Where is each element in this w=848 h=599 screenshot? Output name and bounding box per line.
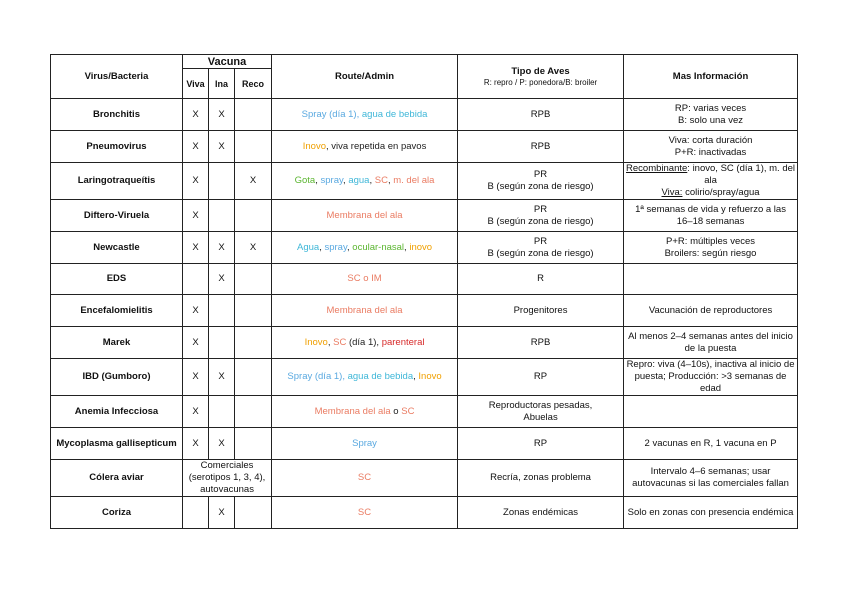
table-row xyxy=(51,232,798,264)
vacuna-reco xyxy=(235,327,272,359)
header-ina: Ina xyxy=(209,69,235,99)
header-tipo xyxy=(458,55,624,99)
tipo-cell xyxy=(458,232,624,264)
vacuna-viva: X xyxy=(183,200,209,232)
virus-name: Newcastle xyxy=(51,232,183,264)
vacuna-ina: X xyxy=(209,497,235,529)
info-line: P+R: inactivadas xyxy=(674,146,747,158)
vacuna-ina: X xyxy=(209,232,235,264)
table-body xyxy=(51,99,798,529)
info-cell xyxy=(624,359,798,396)
route-segment: spray xyxy=(324,241,348,253)
header-tipo-title: Tipo de Aves xyxy=(511,65,570,77)
info-line: RP: varias veces xyxy=(674,102,747,114)
info-cell xyxy=(624,327,798,359)
vacuna-ina: X xyxy=(209,428,235,460)
route-segment: SC xyxy=(357,472,372,483)
route-segment: SC xyxy=(333,336,347,348)
vacuna-viva: X xyxy=(183,359,209,396)
route-segment: parenteral xyxy=(381,336,425,348)
info-segment: colirio/spray/agua xyxy=(682,187,760,198)
table-row xyxy=(51,460,798,497)
header-viva: Viva xyxy=(183,69,209,99)
tipo-cell xyxy=(458,200,624,232)
vacuna-viva xyxy=(183,264,209,295)
virus-name: Cólera aviar xyxy=(51,460,183,497)
route-cell xyxy=(272,232,458,264)
route-cell xyxy=(272,163,458,200)
vacuna-viva: X xyxy=(183,131,209,163)
info-segment: : inovo, SC (día 1), m. del ala xyxy=(687,163,796,186)
info-cell xyxy=(624,295,798,327)
vacuna-viva: X xyxy=(183,163,209,200)
table-row xyxy=(51,264,798,295)
header-tipo-sub: R: repro / P: ponedora/B: broiler xyxy=(483,77,598,87)
route-segment: , xyxy=(369,175,375,186)
route-cell xyxy=(272,428,458,460)
tipo-line: Reproductoras pesadas, xyxy=(488,399,593,411)
route-cell xyxy=(272,327,458,359)
table-row xyxy=(51,359,798,396)
tipo-cell xyxy=(458,295,624,327)
table-row xyxy=(51,396,798,428)
info-segment: Recombinante xyxy=(626,163,688,174)
info-line: Viva: corta duración xyxy=(668,134,753,146)
route-cell xyxy=(272,396,458,428)
tipo-cell xyxy=(458,396,624,428)
route-segment: Gota xyxy=(294,175,316,186)
route-cell xyxy=(272,99,458,131)
vacuna-viva: X xyxy=(183,232,209,264)
info-line: Repro: viva (4–10s), inactiva al inicio de puesta; Producción: >3 semanas de edad xyxy=(626,359,795,394)
route-cell xyxy=(272,295,458,327)
tipo-cell xyxy=(458,163,624,200)
vaccine-table xyxy=(50,54,798,529)
tipo-line: B (según zona de riesgo) xyxy=(487,247,594,259)
info-cell xyxy=(624,396,798,428)
info-segment: Viva: xyxy=(661,187,683,198)
vacuna-ina xyxy=(209,200,235,232)
route-cell xyxy=(272,359,458,396)
tipo-cell xyxy=(458,99,624,131)
info-line xyxy=(626,163,795,187)
route-segment: , xyxy=(327,336,334,348)
tipo-line: RP xyxy=(533,437,548,449)
tipo-line: PR xyxy=(533,203,548,215)
tipo-cell xyxy=(458,460,624,497)
virus-name: Diftero-Viruela xyxy=(51,200,183,232)
vacuna-ina: X xyxy=(209,359,235,396)
tipo-line: Progenitores xyxy=(513,304,568,316)
tipo-line: Zonas endémicas xyxy=(503,506,579,518)
vacuna-ina: X xyxy=(209,264,235,295)
vacuna-reco xyxy=(235,99,272,131)
info-line: 1ª semanas de vida y refuerzo a las 16–18 semanas xyxy=(635,203,786,227)
tipo-line: PR xyxy=(533,169,548,180)
tipo-line: RPB xyxy=(530,140,551,152)
virus-name: Mycoplasma gallisepticum xyxy=(51,428,183,460)
info-cell xyxy=(624,264,798,295)
table-row xyxy=(51,163,798,200)
tipo-line: Recría, zonas problema xyxy=(490,472,591,483)
info-line: Al menos 2–4 semanas antes del inicio de la puesta xyxy=(628,330,793,354)
tipo-cell xyxy=(458,497,624,529)
vacuna-reco: X xyxy=(235,163,272,200)
route-segment: SC xyxy=(401,405,415,417)
tipo-line: RP xyxy=(533,371,548,382)
route-segment: , xyxy=(413,371,419,382)
route-cell xyxy=(272,460,458,497)
table-row xyxy=(51,428,798,460)
route-segment: , xyxy=(404,241,410,253)
route-segment: SC xyxy=(374,175,388,186)
vacuna-reco xyxy=(235,359,272,396)
info-cell xyxy=(624,232,798,264)
route-cell xyxy=(272,497,458,529)
route-segment: Membrana del ala xyxy=(326,209,403,221)
info-cell xyxy=(624,163,798,200)
table-row xyxy=(51,295,798,327)
vacuna-reco xyxy=(235,396,272,428)
vacuna-ina: X xyxy=(209,99,235,131)
route-segment: , viva repetida en pavos xyxy=(325,140,427,152)
route-segment: Spray xyxy=(352,437,377,449)
tipo-cell xyxy=(458,359,624,396)
tipo-cell xyxy=(458,264,624,295)
route-segment: SC o IM xyxy=(347,273,382,284)
route-segment: Spray (día 1), xyxy=(287,371,348,382)
route-segment: , xyxy=(319,241,325,253)
info-cell xyxy=(624,428,798,460)
vacuna-ina: X xyxy=(209,131,235,163)
vacuna-reco xyxy=(235,264,272,295)
vacuna-viva xyxy=(183,497,209,529)
table-row xyxy=(51,99,798,131)
route-segment: Membrana del ala xyxy=(314,405,394,417)
vacuna-viva: X xyxy=(183,295,209,327)
tipo-line: R xyxy=(537,273,544,284)
route-segment: Spray (día 1), xyxy=(301,108,362,120)
route-segment: agua xyxy=(348,175,370,186)
vacuna-ina xyxy=(209,327,235,359)
info-cell xyxy=(624,460,798,497)
info-line: Vacunación de reproductores xyxy=(648,304,773,316)
tipo-cell xyxy=(458,327,624,359)
header-virus: Virus/Bacteria xyxy=(51,55,183,99)
route-segment: , xyxy=(387,175,394,186)
info-line: P+R: múltiples veces xyxy=(666,235,756,247)
vacuna-reco: X xyxy=(235,232,272,264)
route-segment: Agua xyxy=(297,241,320,253)
vacuna-viva: X xyxy=(183,396,209,428)
header-reco: Reco xyxy=(235,69,272,99)
virus-name: Pneumovirus xyxy=(51,131,183,163)
table-row xyxy=(51,200,798,232)
route-segment: o xyxy=(393,405,402,417)
vacuna-reco xyxy=(235,428,272,460)
route-segment: agua de bebida xyxy=(347,371,414,382)
header-info: Mas Información xyxy=(624,55,798,99)
virus-name: Anemia Infecciosa xyxy=(51,396,183,428)
info-line: 2 vacunas en R, 1 vacuna en P xyxy=(644,437,777,449)
tipo-line: B (según zona de riesgo) xyxy=(487,181,594,192)
route-segment: Inovo xyxy=(304,336,328,348)
route-segment: SC xyxy=(357,506,372,518)
virus-name: Marek xyxy=(51,327,183,359)
vacuna-ina xyxy=(209,295,235,327)
route-cell xyxy=(272,131,458,163)
info-line: B: solo una vez xyxy=(678,114,744,126)
route-segment: Inovo xyxy=(418,371,442,382)
tipo-cell xyxy=(458,131,624,163)
vacuna-ina xyxy=(209,163,235,200)
info-line: Solo en zonas con presencia endémica xyxy=(627,506,794,518)
route-segment: ocular-nasal xyxy=(352,241,405,253)
vacuna-viva: X xyxy=(183,327,209,359)
info-line: Broilers: según riesgo xyxy=(664,247,757,259)
info-line: Intervalo 4–6 semanas; usar autovacunas si las comerciales fallan xyxy=(632,466,789,489)
route-cell xyxy=(272,200,458,232)
info-cell xyxy=(624,99,798,131)
vacuna-note: Comerciales (serotipos 1, 3, 4), autovacunas xyxy=(183,460,272,497)
virus-name: EDS xyxy=(51,264,183,295)
route-segment: , xyxy=(343,175,349,186)
vacuna-viva: X xyxy=(183,428,209,460)
virus-name: IBD (Gumboro) xyxy=(51,359,183,396)
tipo-line: PR xyxy=(533,235,548,247)
info-cell xyxy=(624,131,798,163)
route-segment: , xyxy=(347,241,353,253)
header-route: Route/Admin xyxy=(272,55,458,99)
info-cell xyxy=(624,200,798,232)
tipo-line: B (según zona de riesgo) xyxy=(487,215,594,227)
tipo-line: RPB xyxy=(530,336,551,348)
table-row xyxy=(51,131,798,163)
vacuna-reco xyxy=(235,295,272,327)
table-row xyxy=(51,497,798,529)
virus-name: Bronchitis xyxy=(51,99,183,131)
tipo-line: RPB xyxy=(530,108,551,120)
vacuna-reco xyxy=(235,131,272,163)
vacuna-viva: X xyxy=(183,99,209,131)
vacuna-ina xyxy=(209,396,235,428)
virus-name: Laringotraqueítis xyxy=(51,163,183,200)
virus-name: Encefalomielitis xyxy=(51,295,183,327)
route-segment: Membrana del ala xyxy=(326,304,403,316)
route-segment: inovo xyxy=(409,241,433,253)
info-line xyxy=(626,187,795,199)
tipo-cell xyxy=(458,428,624,460)
route-segment: , xyxy=(315,175,321,186)
route-segment: m. del ala xyxy=(393,175,435,186)
header-vacuna: Vacuna xyxy=(183,55,272,69)
route-cell xyxy=(272,264,458,295)
tipo-line: Abuelas xyxy=(523,411,558,423)
route-segment: agua de bebida xyxy=(361,108,428,120)
route-segment: (día 1), xyxy=(346,336,382,348)
info-cell xyxy=(624,497,798,529)
vacuna-reco xyxy=(235,200,272,232)
table-row xyxy=(51,327,798,359)
route-segment: spray xyxy=(320,175,344,186)
route-segment: Inovo xyxy=(302,140,326,152)
vacuna-reco xyxy=(235,497,272,529)
virus-name: Coriza xyxy=(51,497,183,529)
